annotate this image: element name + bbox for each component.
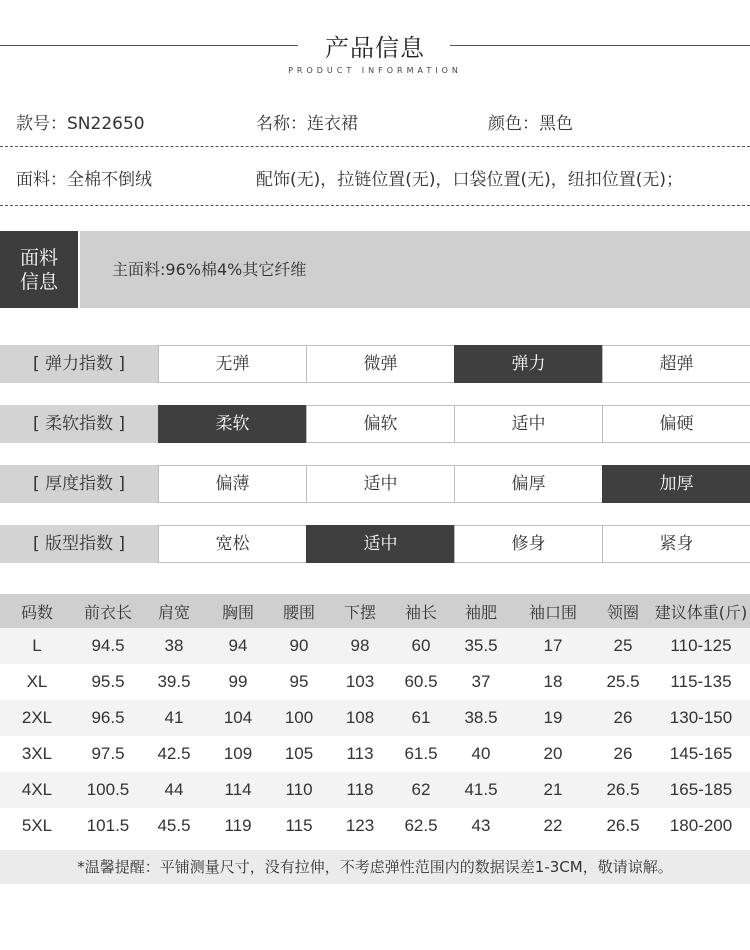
table-cell: 165-185 (652, 772, 750, 808)
table-cell: 41.5 (450, 772, 512, 808)
fabric-info-label-line1: 面料 (19, 246, 58, 269)
size-label: 4XL (0, 772, 74, 808)
table-cell: 100 (270, 700, 328, 736)
table-cell: 26.5 (594, 772, 652, 808)
table-row (0, 628, 750, 664)
table-cell: 130-150 (652, 700, 750, 736)
fit-option: 修身 (454, 525, 603, 563)
softness-option: 偏软 (306, 405, 455, 443)
fabric-info-label (0, 231, 78, 308)
table-cell: 95.5 (74, 664, 142, 700)
table-row (0, 772, 750, 808)
table-cell: 90 (270, 628, 328, 664)
table-cell: 96.5 (74, 700, 142, 736)
table-row (0, 808, 750, 844)
table-cell: 103 (328, 664, 392, 700)
table-cell: 113 (328, 736, 392, 772)
elasticity-option: 超弹 (602, 345, 750, 383)
column-header: 前衣长 (74, 594, 142, 628)
table-cell: 26.5 (594, 808, 652, 844)
table-cell: 17 (512, 628, 594, 664)
table-cell: 61 (392, 700, 450, 736)
product-color: 颜色：黑色 (488, 114, 573, 134)
fit-option: 紧身 (602, 525, 750, 563)
table-cell: 105 (270, 736, 328, 772)
column-header: 腰围 (270, 594, 328, 628)
thickness-option: 偏厚 (454, 465, 603, 503)
fabric-material: 面料：全棉不倒绒 (16, 170, 152, 190)
thickness-option: 适中 (306, 465, 455, 503)
table-cell: 25.5 (594, 664, 652, 700)
table-cell: 115-135 (652, 664, 750, 700)
softness-index-row (0, 405, 750, 443)
measurement-note: *温馨提醒：平铺测量尺寸，没有拉伸，不考虑弹性范围内的数据误差1-3CM，敬请谅解。 (0, 850, 750, 884)
page-subtitle: PRODUCT INFORMATION (288, 66, 462, 75)
divider (0, 146, 750, 147)
style-number: 款号：SN22650 (16, 114, 145, 134)
elasticity-index-label: [ 弹力指数 ] (0, 345, 158, 383)
table-cell: 118 (328, 772, 392, 808)
table-cell: 123 (328, 808, 392, 844)
table-cell: 95 (270, 664, 328, 700)
fabric-composition: 主面料:96%棉4%其它纤维 (112, 260, 307, 279)
table-cell: 60 (392, 628, 450, 664)
table-cell: 97.5 (74, 736, 142, 772)
table-cell: 25 (594, 628, 652, 664)
softness-option-selected: 柔软 (158, 405, 307, 443)
table-cell: 26 (594, 700, 652, 736)
elasticity-option-selected: 弹力 (454, 345, 603, 383)
table-row (0, 700, 750, 736)
size-table (0, 594, 750, 844)
table-cell: 108 (328, 700, 392, 736)
fabric-info-label-line2: 信息 (19, 270, 58, 293)
table-cell: 60.5 (392, 664, 450, 700)
fit-option: 宽松 (158, 525, 307, 563)
thickness-index-row (0, 465, 750, 503)
table-cell: 42.5 (142, 736, 206, 772)
page-title: 产品信息 (325, 34, 425, 62)
column-header: 码数 (0, 594, 74, 628)
accessories-info: 配饰(无)，拉链位置(无)，口袋位置(无)，纽扣位置(无)； (256, 170, 684, 190)
table-cell: 62 (392, 772, 450, 808)
fit-index-row (0, 525, 750, 563)
column-header: 建议体重(斤) (652, 594, 750, 628)
table-cell: 109 (206, 736, 270, 772)
softness-index-label: [ 柔软指数 ] (0, 405, 158, 443)
elasticity-index-row (0, 345, 750, 383)
table-cell: 20 (512, 736, 594, 772)
elasticity-option: 无弹 (158, 345, 307, 383)
table-cell: 21 (512, 772, 594, 808)
table-cell: 115 (270, 808, 328, 844)
table-cell: 114 (206, 772, 270, 808)
table-cell: 22 (512, 808, 594, 844)
column-header: 袖口围 (512, 594, 594, 628)
fit-option-selected: 适中 (306, 525, 455, 563)
table-cell: 104 (206, 700, 270, 736)
table-cell: 101.5 (74, 808, 142, 844)
column-header: 领圈 (594, 594, 652, 628)
table-cell: 98 (328, 628, 392, 664)
table-cell: 110-125 (652, 628, 750, 664)
softness-option: 适中 (454, 405, 603, 443)
column-header: 下摆 (328, 594, 392, 628)
size-label: 3XL (0, 736, 74, 772)
column-header: 袖肥 (450, 594, 512, 628)
table-cell: 41 (142, 700, 206, 736)
column-header: 胸围 (206, 594, 270, 628)
column-header: 袖长 (392, 594, 450, 628)
table-cell: 94 (206, 628, 270, 664)
thickness-option: 偏薄 (158, 465, 307, 503)
product-name: 名称：连衣裙 (256, 114, 358, 134)
table-cell: 35.5 (450, 628, 512, 664)
size-label: XL (0, 664, 74, 700)
table-cell: 180-200 (652, 808, 750, 844)
size-label: 5XL (0, 808, 74, 844)
table-cell: 61.5 (392, 736, 450, 772)
table-cell: 37 (450, 664, 512, 700)
elasticity-option: 微弹 (306, 345, 455, 383)
table-cell: 19 (512, 700, 594, 736)
thickness-option-selected: 加厚 (602, 465, 750, 503)
size-label: L (0, 628, 74, 664)
table-cell: 18 (512, 664, 594, 700)
size-table-header (0, 594, 750, 628)
table-row (0, 664, 750, 700)
thickness-index-label: [ 厚度指数 ] (0, 465, 158, 503)
table-cell: 62.5 (392, 808, 450, 844)
table-cell: 99 (206, 664, 270, 700)
size-label: 2XL (0, 700, 74, 736)
column-header: 肩宽 (142, 594, 206, 628)
fit-index-label: [ 版型指数 ] (0, 525, 158, 563)
divider (0, 205, 750, 206)
table-cell: 26 (594, 736, 652, 772)
table-cell: 44 (142, 772, 206, 808)
table-cell: 45.5 (142, 808, 206, 844)
table-cell: 38.5 (450, 700, 512, 736)
table-cell: 94.5 (74, 628, 142, 664)
table-cell: 38 (142, 628, 206, 664)
table-cell: 119 (206, 808, 270, 844)
table-row (0, 736, 750, 772)
table-cell: 100.5 (74, 772, 142, 808)
table-cell: 43 (450, 808, 512, 844)
table-cell: 145-165 (652, 736, 750, 772)
table-cell: 40 (450, 736, 512, 772)
softness-option: 偏硬 (602, 405, 750, 443)
table-cell: 39.5 (142, 664, 206, 700)
table-cell: 110 (270, 772, 328, 808)
